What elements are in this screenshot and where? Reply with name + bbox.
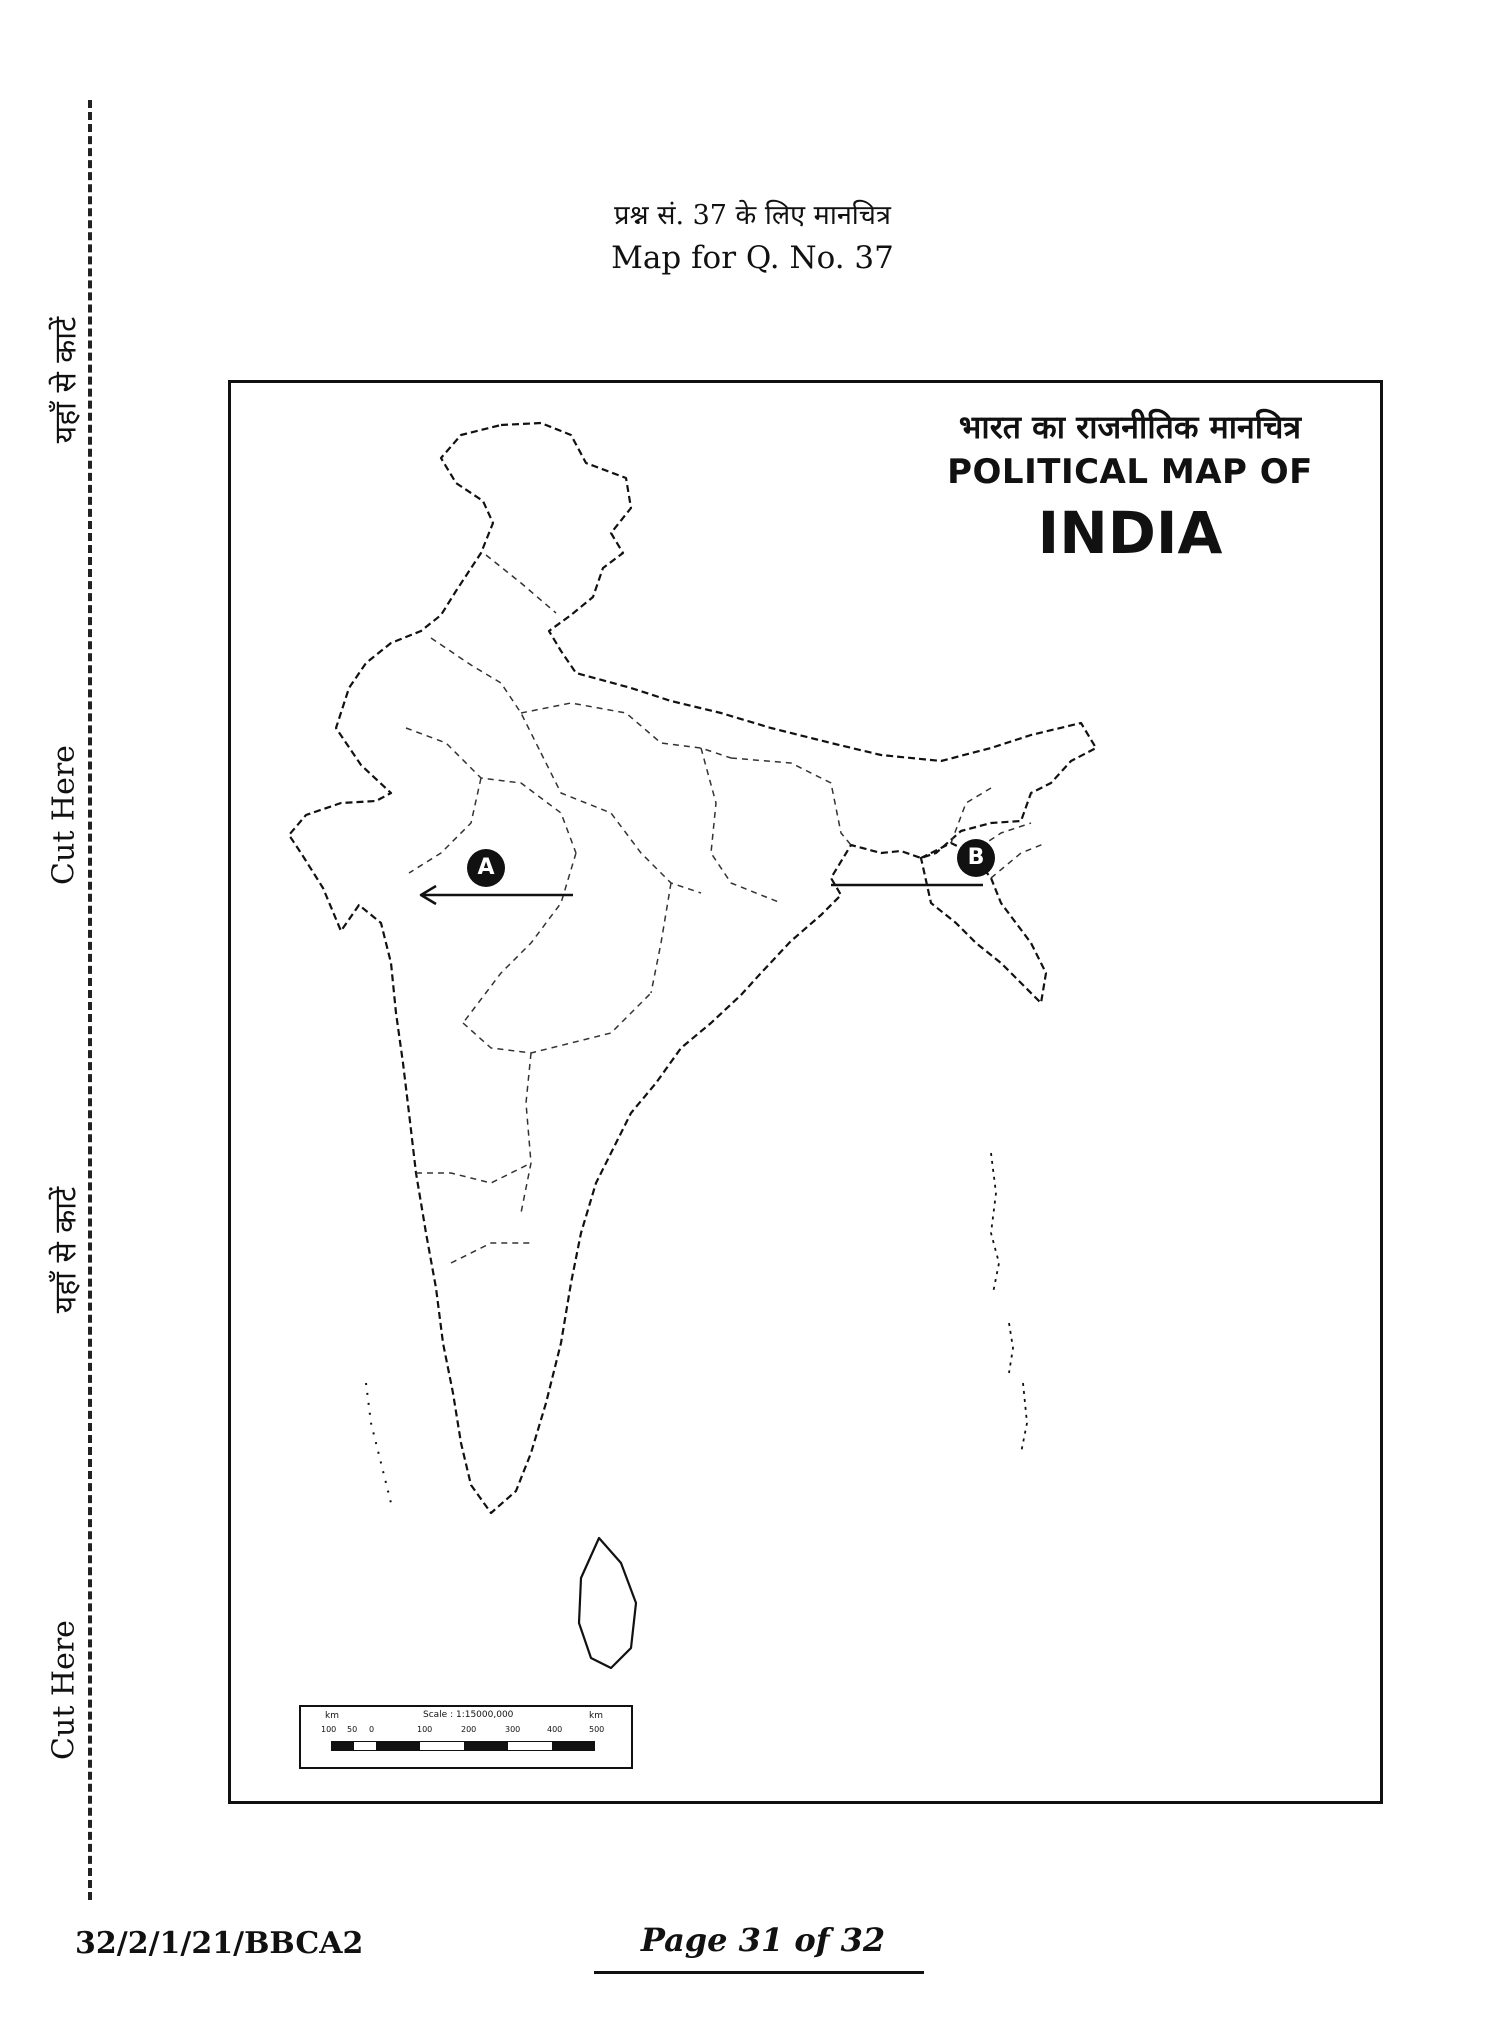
page-header [0,196,1505,280]
scale-tick: 500 [589,1725,605,1734]
map-question-title-en: Map for Q. No. 37 [611,240,894,276]
india-mainland-outline [289,423,1096,1513]
map-marker-b: B [957,839,995,877]
map-question-title-hi: प्रश्न सं. 37 के लिए मानचित्र [614,200,891,231]
lakshadweep-islands [366,1383,391,1503]
map-title-hi: भारत का राजनीतिक मानचित्र [958,408,1302,446]
state-boundaries [406,555,1046,1263]
map-frame [228,380,1383,1804]
map-title-en-line2: INDIA [1037,499,1223,567]
map-scale-box [299,1705,633,1769]
map-marker-a: A [467,849,505,887]
scale-tick: 200 [461,1725,477,1734]
cut-line [88,100,92,1900]
scale-tick: 100 [417,1725,433,1734]
india-outline-map [231,383,1380,1801]
map-title-block [920,405,1340,571]
scale-tick: 0 [369,1725,375,1734]
scale-tick: 100 [321,1725,337,1734]
scale-tick: 50 [347,1725,358,1734]
sri-lanka-outline [579,1538,636,1668]
andaman-nicobar-islands [991,1153,1027,1453]
cut-here-label-hi-bottom: यहाँ से काटें [44,1173,85,1327]
cut-here-label-hi-top: यहाँ से काटें [44,303,85,457]
scale-tick: 300 [505,1725,521,1734]
cut-here-label-bottom: Cut Here [47,1606,82,1774]
scale-unit-left: km [325,1711,339,1721]
scale-tick: 400 [547,1725,563,1734]
paper-code: 32/2/1/21/BBCA2 [75,1926,364,1961]
page-number: Page 31 of 32 [640,1921,886,1959]
scale-bar [331,1741,595,1751]
scale-unit-right: km [589,1711,603,1721]
cut-here-label-top: Cut Here [47,731,82,899]
scale-text: Scale : 1:15000,000 [423,1710,514,1720]
map-title-en-line1: POLITICAL MAP OF [947,452,1313,492]
page-number-underline [594,1971,924,1974]
